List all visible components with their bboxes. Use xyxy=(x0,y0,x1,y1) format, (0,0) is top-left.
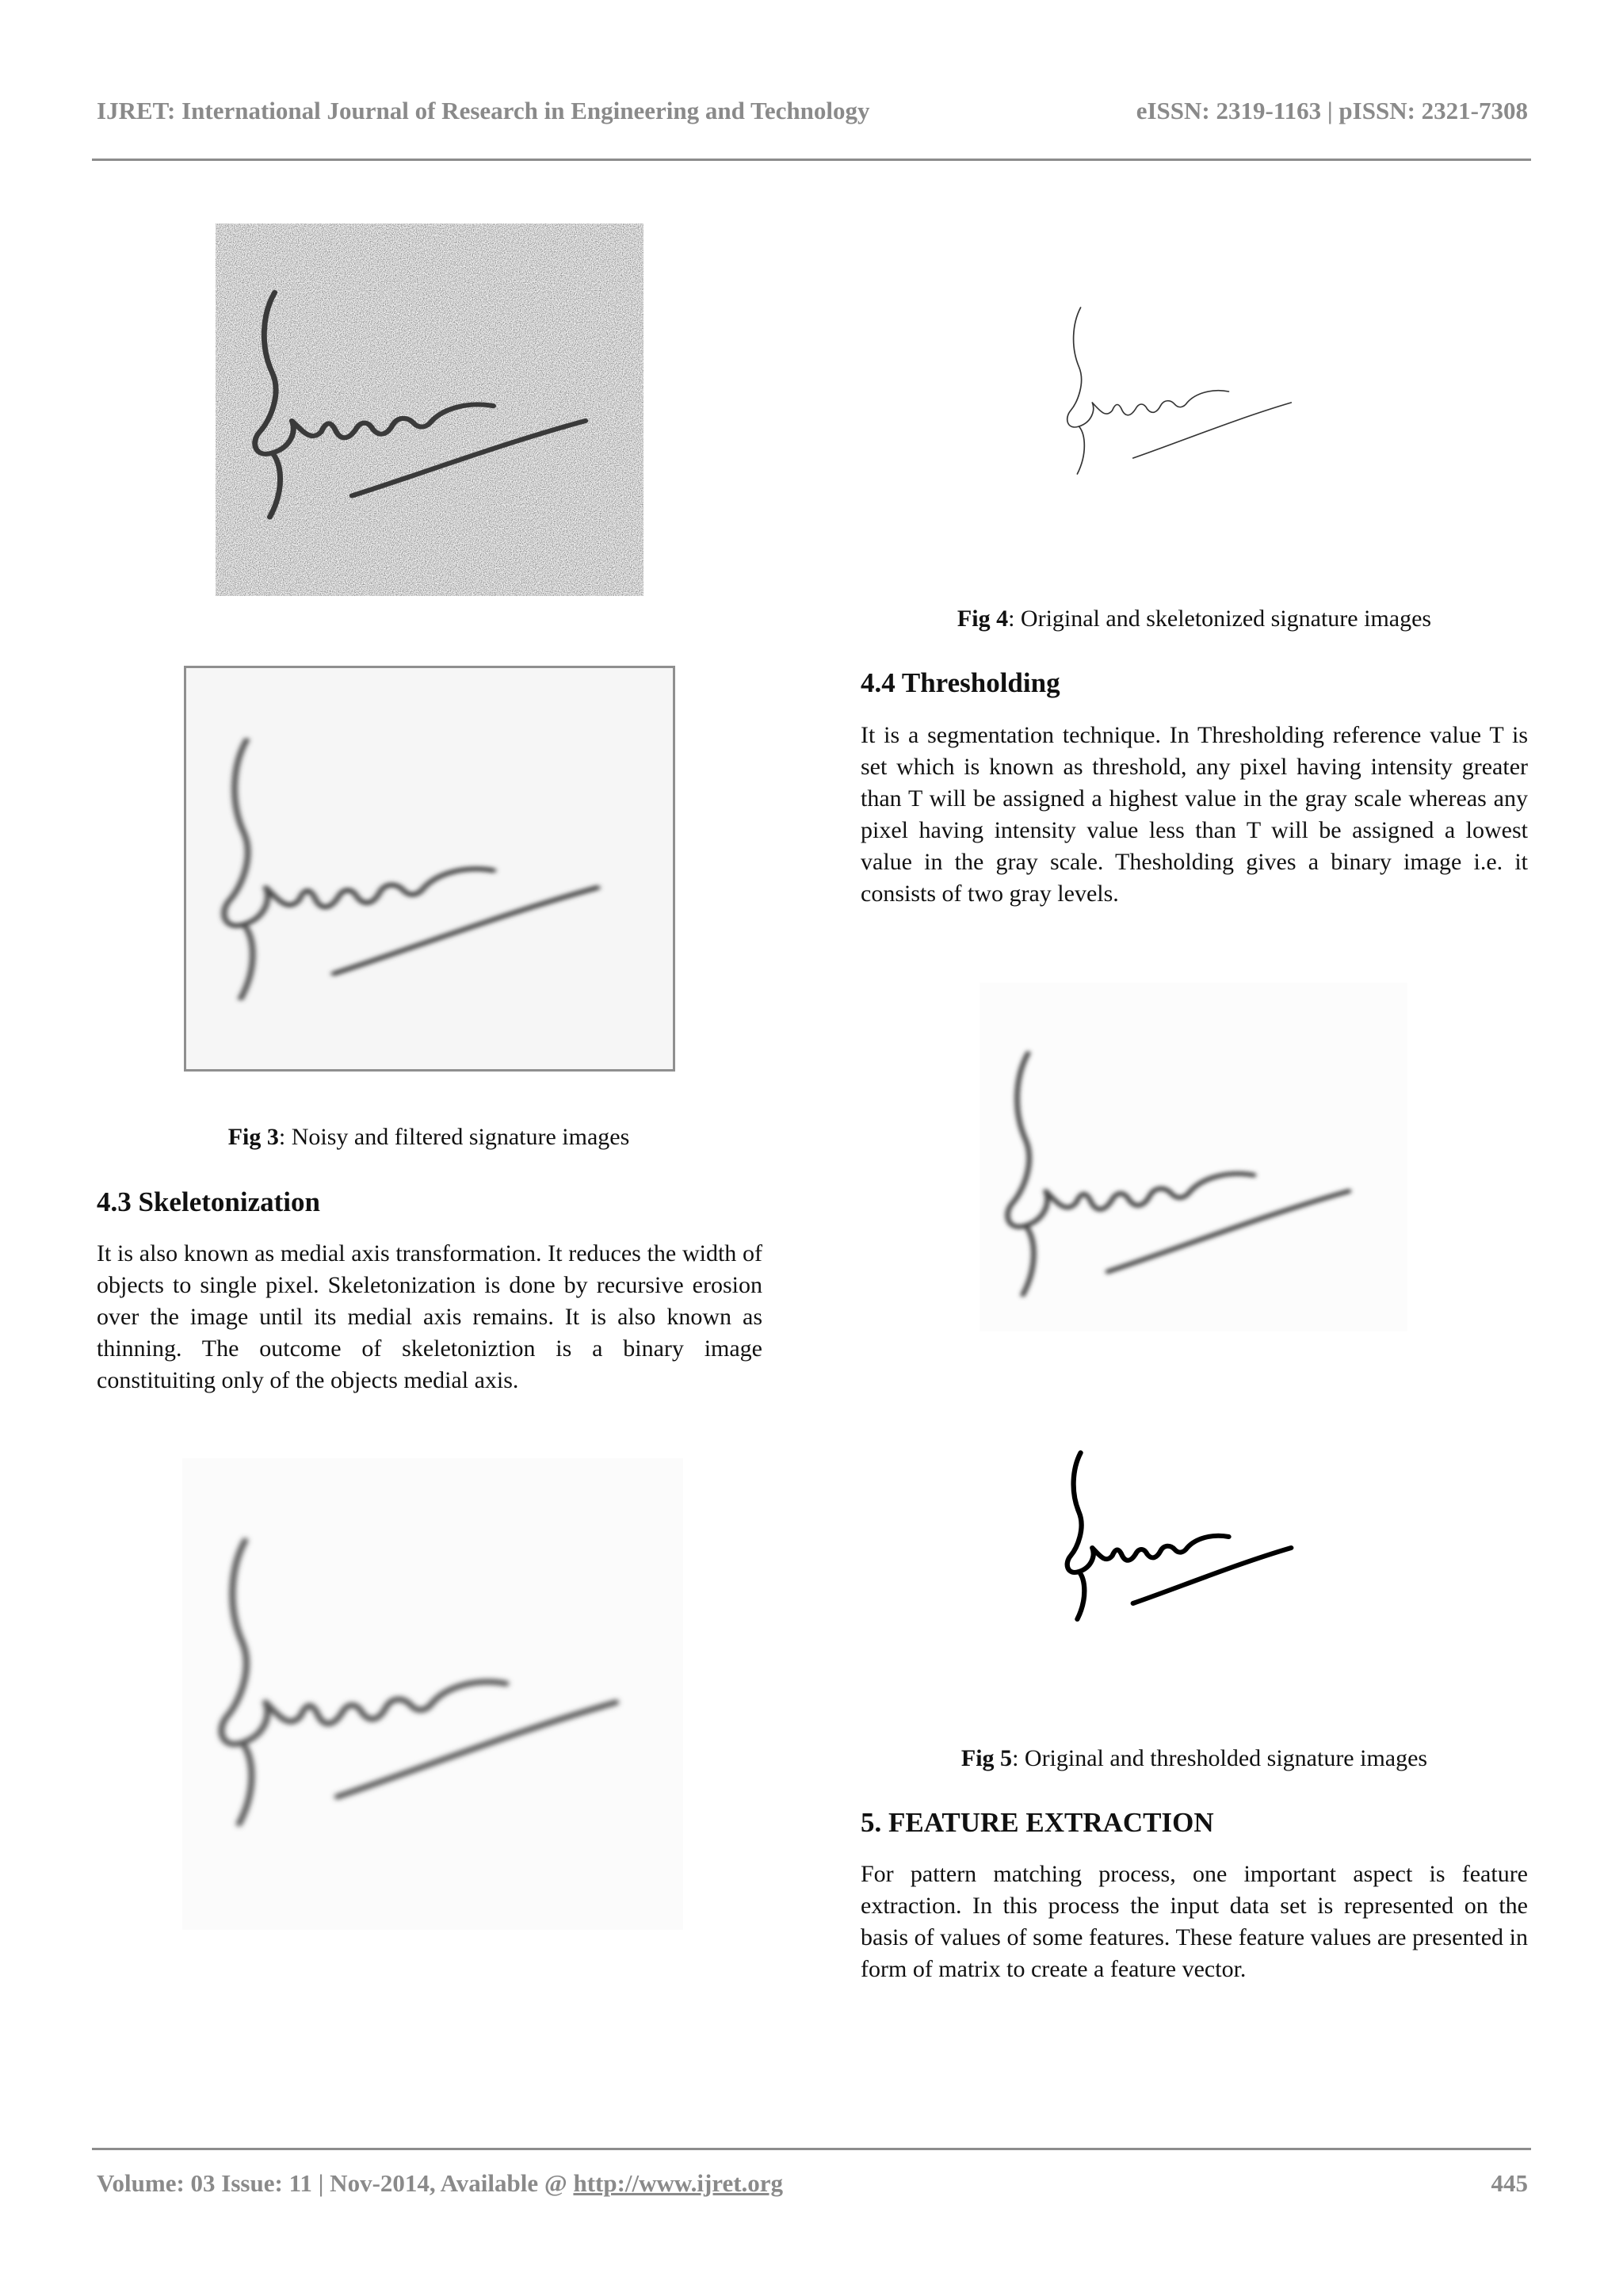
section-5-heading: 5. FEATURE EXTRACTION xyxy=(861,1807,1214,1838)
section-5-body: For pattern matching process, one important aspect is feature extraction. In this process the input data set is represented on the basis of values of some features. These feature values are presented in form of matrix to create a feature vector. xyxy=(861,1861,1528,1982)
skeletonized-signature-image xyxy=(1054,285,1308,491)
fig3-caption xyxy=(97,1124,761,1151)
issn-line: eISSN: 2319-1163 | pISSN: 2321-7308 xyxy=(1136,97,1528,124)
page-number: 445 xyxy=(1491,2169,1528,2197)
noisy-signature-image xyxy=(216,223,643,596)
volume-info: Volume: 03 Issue: 11 | Nov-2014, Available @ xyxy=(97,2169,574,2197)
section-4-4-body: It is a segmentation technique. In Thresholding reference value T is set which is known as threshold, any pixel having intensity greater than T will be assigned a highest value in the gray scale whereas any pixel having intensity value less than T will be assigned a lowest value in the gray scale. Thesholding gives a binary image i.e. it consists of two gray levels. xyxy=(861,722,1528,907)
section-4-4-heading: 4.4 Thresholding xyxy=(861,667,1060,698)
fig4-label: Fig 4 xyxy=(957,606,1009,632)
section-4-3-body: It is also known as medial axis transformation. It reduces the width of objects to single pixel. Skeletonization is done by recursive erosion over the image until its medial axis remains. It is also known as thinning. The outcome of skeletoniztion is a binary image constituiting only of the objects medial axis. xyxy=(97,1240,762,1393)
journal-title: IJRET: International Journal of Research in Engineering and Technology xyxy=(97,97,870,124)
fig4-caption xyxy=(861,606,1528,632)
running-footer xyxy=(97,2169,1528,2198)
original-signature-image-right xyxy=(980,983,1407,1331)
footer-rule xyxy=(92,2148,1531,2150)
filtered-signature-image xyxy=(184,666,675,1072)
section-4-3-heading: 4.3 Skeletonization xyxy=(97,1186,320,1217)
header-rule xyxy=(92,159,1531,161)
running-header xyxy=(97,97,1528,135)
fig5-text: : Original and thresholded signature images xyxy=(1012,1745,1428,1771)
fig3-text: : Noisy and filtered signature images xyxy=(278,1124,630,1150)
fig3-label: Fig 3 xyxy=(227,1124,279,1150)
fig5-label: Fig 5 xyxy=(960,1745,1013,1771)
fig4-text: : Original and skeletonized signature images xyxy=(1008,606,1432,632)
thresholded-signature-image xyxy=(1054,1431,1308,1637)
fig5-caption xyxy=(861,1745,1528,1772)
journal-url-link[interactable]: http://www.ijret.org xyxy=(573,2169,784,2197)
original-signature-image-left xyxy=(182,1458,683,1930)
